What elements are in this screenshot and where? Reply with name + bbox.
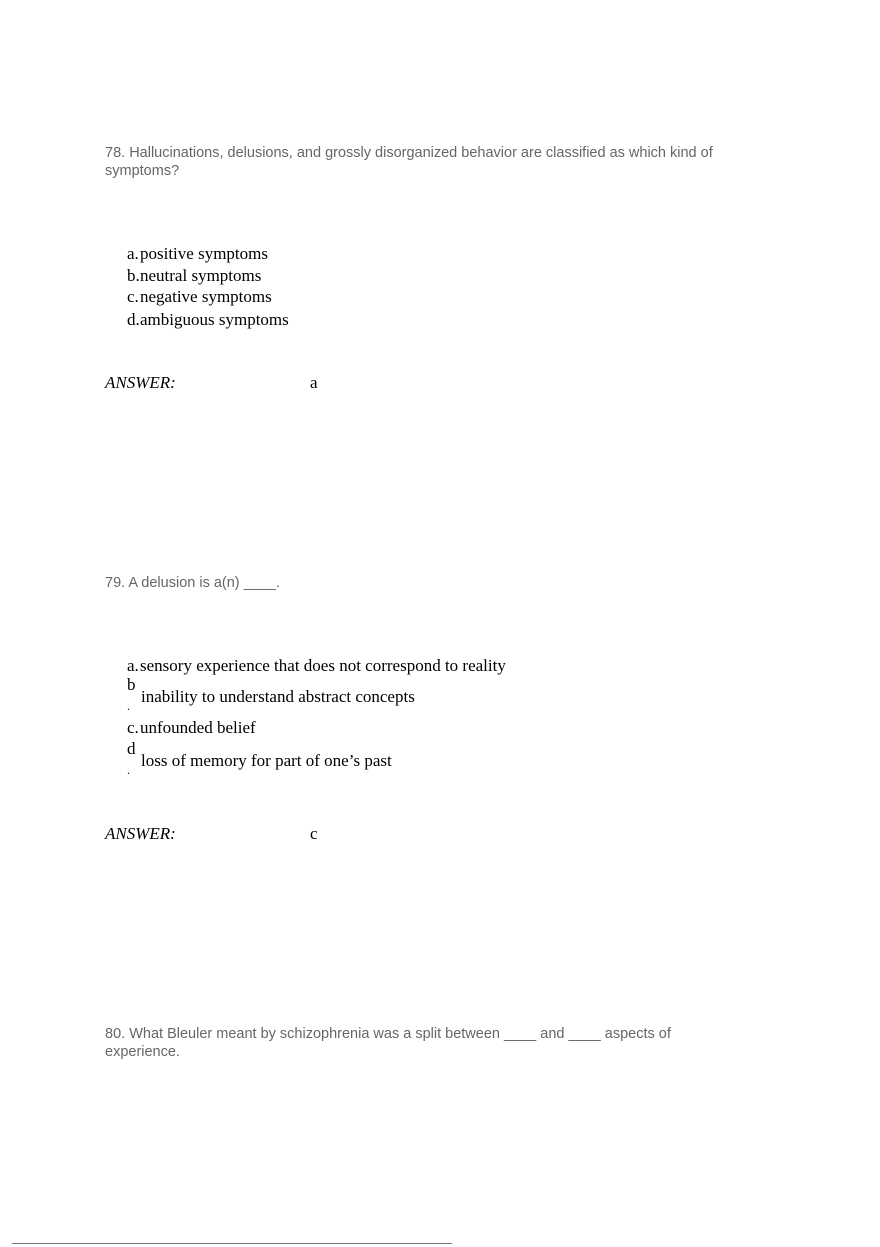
question-80: [105, 1025, 705, 1061]
answer-79: [105, 824, 318, 844]
option-letter: b: [127, 675, 136, 694]
answer-value: a: [310, 373, 318, 392]
option-letter: d.: [127, 310, 140, 329]
question-number: 78.: [105, 145, 126, 161]
answer-label: ANSWER:: [105, 824, 176, 843]
question-text: A delusion is a(n) ____.: [128, 575, 280, 591]
option-letter: d: [127, 739, 136, 758]
option-text: neutral symptoms: [140, 266, 262, 285]
option-c: [127, 718, 256, 738]
option-text: ambiguous symptoms: [140, 310, 289, 329]
option-b: [127, 266, 261, 286]
option-dot: .: [127, 763, 130, 777]
option-text: loss of memory for part of one’s past: [141, 751, 392, 770]
option-d: [127, 310, 289, 330]
option-letter: c.: [127, 718, 139, 737]
option-text: inability to understand abstract concepts: [141, 687, 415, 706]
option-text: positive symptoms: [140, 244, 268, 263]
option-letter: a.: [127, 656, 139, 675]
footnote-divider: [12, 1243, 452, 1244]
option-letter: c.: [127, 287, 139, 306]
option-text: negative symptoms: [140, 287, 272, 306]
option-dot: .: [127, 699, 130, 713]
question-number: 79.: [105, 575, 126, 591]
option-a: [127, 244, 268, 264]
answer-78: [105, 373, 318, 393]
option-letter: b.: [127, 266, 140, 285]
question-79: [105, 574, 725, 592]
option-c: [127, 287, 272, 307]
question-number: 80.: [105, 1026, 126, 1042]
question-78: [105, 144, 725, 180]
answer-label: ANSWER:: [105, 373, 176, 392]
option-a: [127, 656, 506, 676]
option-text: sensory experience that does not correspond to reality: [140, 656, 506, 675]
question-text: What Bleuler meant by schizophrenia was a split between ____ and ____ aspects of experience.: [105, 1026, 671, 1060]
option-letter: a.: [127, 244, 139, 263]
answer-value: c: [310, 824, 318, 843]
question-text: Hallucinations, delusions, and grossly disorganized behavior are classified as which kind of symptoms?: [105, 145, 713, 179]
option-text: unfounded belief: [140, 718, 256, 737]
